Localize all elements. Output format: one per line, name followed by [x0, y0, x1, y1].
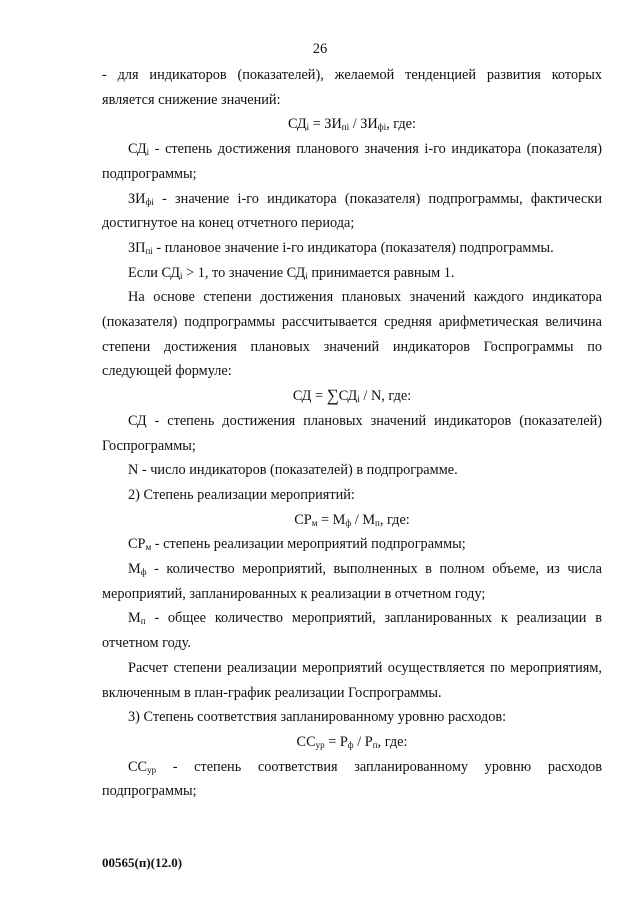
definition-sd-i: $СД_i$ - степень достижения планового значения i-го индикатора (показателя) подпрограммы; [102, 141, 602, 182]
formula-sd-average: СД = $\sum СД_i$ / N, где: [292, 386, 412, 406]
condition-paragraph: Если $СД_i > 1$, то значение $СД_i$ принимается равным 1. [128, 264, 455, 281]
formula-sr: $СР_м = М_ф / М_п$, где: [294, 511, 410, 528]
definition-ss-ur: $СС_{ур}$ - степень соответствия запланированному уровню расходов подпрограммы; [102, 758, 602, 800]
definition-m-f: $М_ф$ - количество мероприятий, выполненных в полном объеме, из числа мероприятий, запланированных к реализации в отчетном году; [102, 561, 602, 602]
formula-ss: $СС_{ур} = Р_ф / Р_п$, где: [296, 733, 408, 750]
intro-paragraph: - для индикаторов (показателей), желаемой тенденцией развития которых является снижение значений: [102, 67, 602, 108]
definition-sd: СД - степень достижения плановых значений индикаторов (показателей) Госпрограммы; [102, 412, 602, 454]
document-footer-code: 00565(п)(12.0) [102, 855, 183, 870]
item-3-heading: 3) Степень соответствия запланированному уровню расходов: [128, 709, 507, 726]
calculation-paragraph: Расчет степени реализации мероприятий осуществляется по мероприятиям, включенным в план-график реализации Госпрограммы. [102, 659, 602, 701]
definition-n: N - число индикаторов (показателей) в подпрограмме. [128, 462, 458, 479]
document-body [102, 63, 602, 804]
definition-zp-pi: $ЗП_{пi}$ - плановое значение i-го индикатора (показателя) подпрограммы. [128, 239, 554, 256]
page-number: 26 [312, 41, 328, 57]
item-2-heading: 2) Степень реализации мероприятий: [128, 486, 355, 503]
sum-symbol: ∑ [326, 386, 339, 406]
average-paragraph: На основе степени достижения плановых значений каждого индикатора (показателя) подпрограммы рассчитывается средняя арифметическая величина степени достижения плановых значений индикаторов Госпрограммы по следующей формуле: [102, 289, 602, 380]
formula-sd-i: $СД_i = ЗИ_{пi} / ЗИ_{фi}$, где: [288, 116, 416, 133]
definition-zi-fi: $ЗИ_{фi}$ - значение i-го индикатора (показателя) подпрограммы, фактически достигнутое на конец отчетного периода; [102, 190, 602, 232]
definition-sr-m: $СР_м$ - степень реализации мероприятий подпрограммы; [128, 536, 466, 553]
definition-m-p: $М_п$ - общее количество мероприятий, запланированных к реализации в отчетном году. [102, 610, 602, 652]
